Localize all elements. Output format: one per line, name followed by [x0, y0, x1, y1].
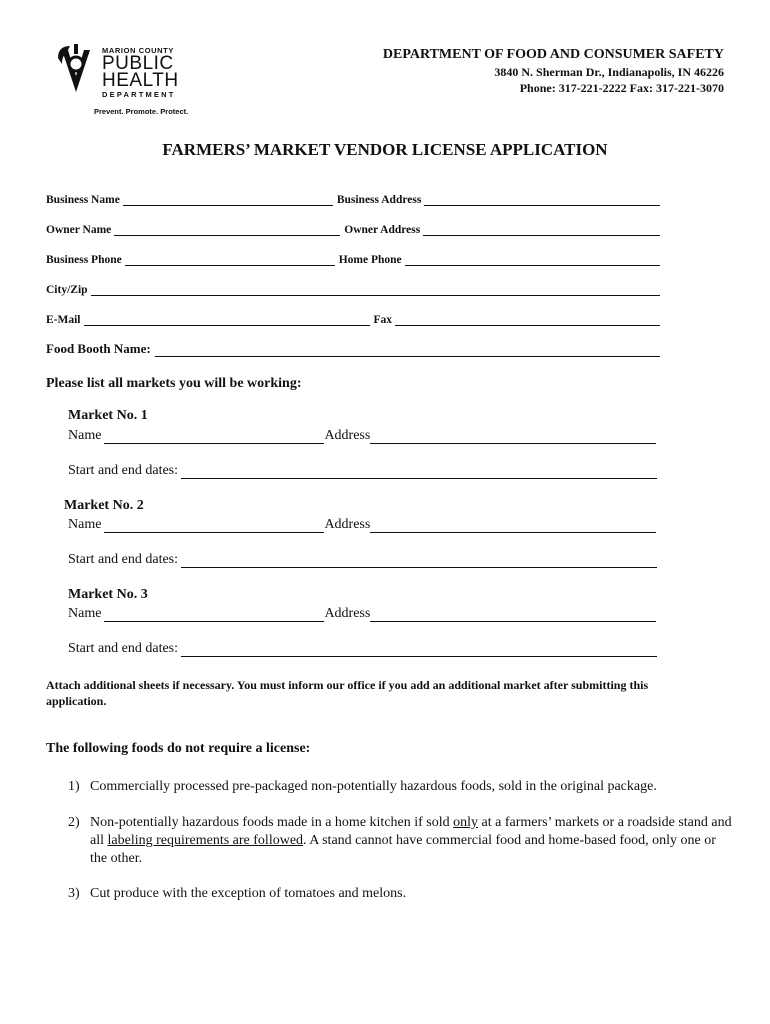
- market-3-dates-label: Start and end dates:: [68, 641, 179, 656]
- business-address-field[interactable]: [424, 194, 660, 206]
- market-2-dates-row: [68, 551, 657, 568]
- market-3-dates-row: [68, 640, 657, 657]
- department-header: [383, 46, 724, 96]
- business-name-field[interactable]: [123, 194, 333, 206]
- market-1-dates-row: [68, 462, 657, 479]
- market-3-address-field[interactable]: [370, 609, 656, 622]
- market-1-address-label: Address: [324, 428, 371, 443]
- logo-county: MARION COUNTY: [102, 46, 174, 55]
- department-phone-fax: Phone: 317-221-2222 Fax: 317-221-3070: [519, 81, 724, 95]
- list-item-number: 2): [68, 815, 80, 830]
- market-1-name-field[interactable]: [104, 431, 324, 444]
- owner-address-field[interactable]: [423, 224, 660, 236]
- list-item-number: 1): [68, 779, 80, 794]
- health-department-emblem-icon: [56, 44, 96, 98]
- logo-public: PUBLIC: [102, 53, 174, 74]
- market-1-title: Market No. 1: [68, 408, 148, 423]
- market-2-title: Market No. 2: [64, 498, 144, 513]
- city-zip-label: City/Zip: [46, 284, 88, 296]
- market-3-dates-field[interactable]: [181, 644, 657, 657]
- owner-name-field[interactable]: [114, 224, 340, 236]
- exempt-foods-heading: The following foods do not require a license:: [46, 741, 311, 756]
- market-2-name-row: [68, 516, 656, 533]
- list-item: [46, 885, 736, 903]
- city-zip-row: [46, 280, 660, 296]
- mcphd-logo: [56, 44, 216, 118]
- food-booth-label: Food Booth Name:: [46, 341, 151, 356]
- owner-name-label: Owner Name: [46, 224, 112, 236]
- market-2-dates-field[interactable]: [181, 555, 657, 568]
- market-2-address-label: Address: [324, 517, 371, 532]
- additional-sheets-note: Attach additional sheets if necessary. You must inform our office if you add an additional market after submitting this application.: [46, 678, 649, 708]
- market-3-address-label: Address: [324, 606, 371, 621]
- email-fax-row: [46, 310, 660, 326]
- list-item-number: 3): [68, 886, 80, 901]
- market-1-name-label: Name: [68, 428, 102, 443]
- list-item: [46, 778, 736, 796]
- market-3-name-row: [68, 605, 656, 622]
- logo-department: DEPARTMENT: [102, 90, 176, 99]
- list-item-text-part: at a farmers’ markets or a roadside stand and all: [90, 815, 732, 848]
- list-item-text-part: . A stand cannot have commercial food and home-based food, only one or the other.: [90, 833, 716, 866]
- logo-wordmark: [102, 46, 179, 100]
- market-2-name-label: Name: [68, 517, 102, 532]
- market-3-name-field[interactable]: [104, 609, 324, 622]
- food-booth-field[interactable]: [155, 344, 660, 357]
- market-2-name-field[interactable]: [104, 520, 324, 533]
- market-3-name-label: Name: [68, 606, 102, 621]
- owner-address-label: Owner Address: [344, 224, 421, 236]
- department-address: 3840 N. Sherman Dr., Indianapolis, IN 46226: [494, 65, 724, 79]
- market-2-dates-label: Start and end dates:: [68, 552, 179, 567]
- business-phone-field[interactable]: [125, 254, 335, 266]
- markets-heading: Please list all markets you will be working:: [46, 376, 302, 391]
- email-label: E-Mail: [46, 314, 81, 326]
- form-title: FARMERS’ MARKET VENDOR LICENSE APPLICATION: [162, 140, 608, 159]
- market-2-address-field[interactable]: [370, 520, 656, 533]
- owner-row: [46, 220, 660, 236]
- fax-field[interactable]: [395, 314, 660, 326]
- email-field[interactable]: [84, 314, 370, 326]
- market-1-dates-field[interactable]: [181, 466, 657, 479]
- department-name: DEPARTMENT OF FOOD AND CONSUMER SAFETY: [382, 47, 724, 62]
- only-emphasis: only: [453, 815, 479, 830]
- fax-label: Fax: [373, 314, 393, 326]
- city-zip-field[interactable]: [91, 284, 660, 296]
- labeling-requirements-link[interactable]: labeling requirements are followed: [107, 833, 304, 848]
- list-item-text-part: Non-potentially hazardous foods made in a home kitchen if sold: [90, 815, 454, 830]
- market-1-dates-label: Start and end dates:: [68, 463, 179, 478]
- market-1-name-row: [68, 427, 656, 444]
- home-phone-label: Home Phone: [338, 254, 402, 266]
- list-item-text: Commercially processed pre-packaged non-potentially hazardous foods, sold in the original package.: [90, 779, 657, 794]
- business-name-label: Business Name: [46, 194, 120, 206]
- home-phone-field[interactable]: [405, 254, 660, 266]
- market-1-address-field[interactable]: [370, 431, 656, 444]
- business-row: [46, 190, 660, 206]
- market-3-title: Market No. 3: [68, 587, 148, 602]
- logo-health: HEALTH: [102, 70, 179, 91]
- list-item: [46, 814, 736, 868]
- business-phone-label: Business Phone: [46, 254, 122, 266]
- list-item-text: [90, 814, 736, 868]
- food-booth-row: [46, 340, 660, 357]
- list-item-text: Cut produce with the exception of tomatoes and melons.: [90, 886, 407, 901]
- phone-row: [46, 250, 660, 266]
- business-address-label: Business Address: [336, 194, 422, 206]
- logo-tagline: Prevent. Promote. Protect.: [94, 107, 189, 116]
